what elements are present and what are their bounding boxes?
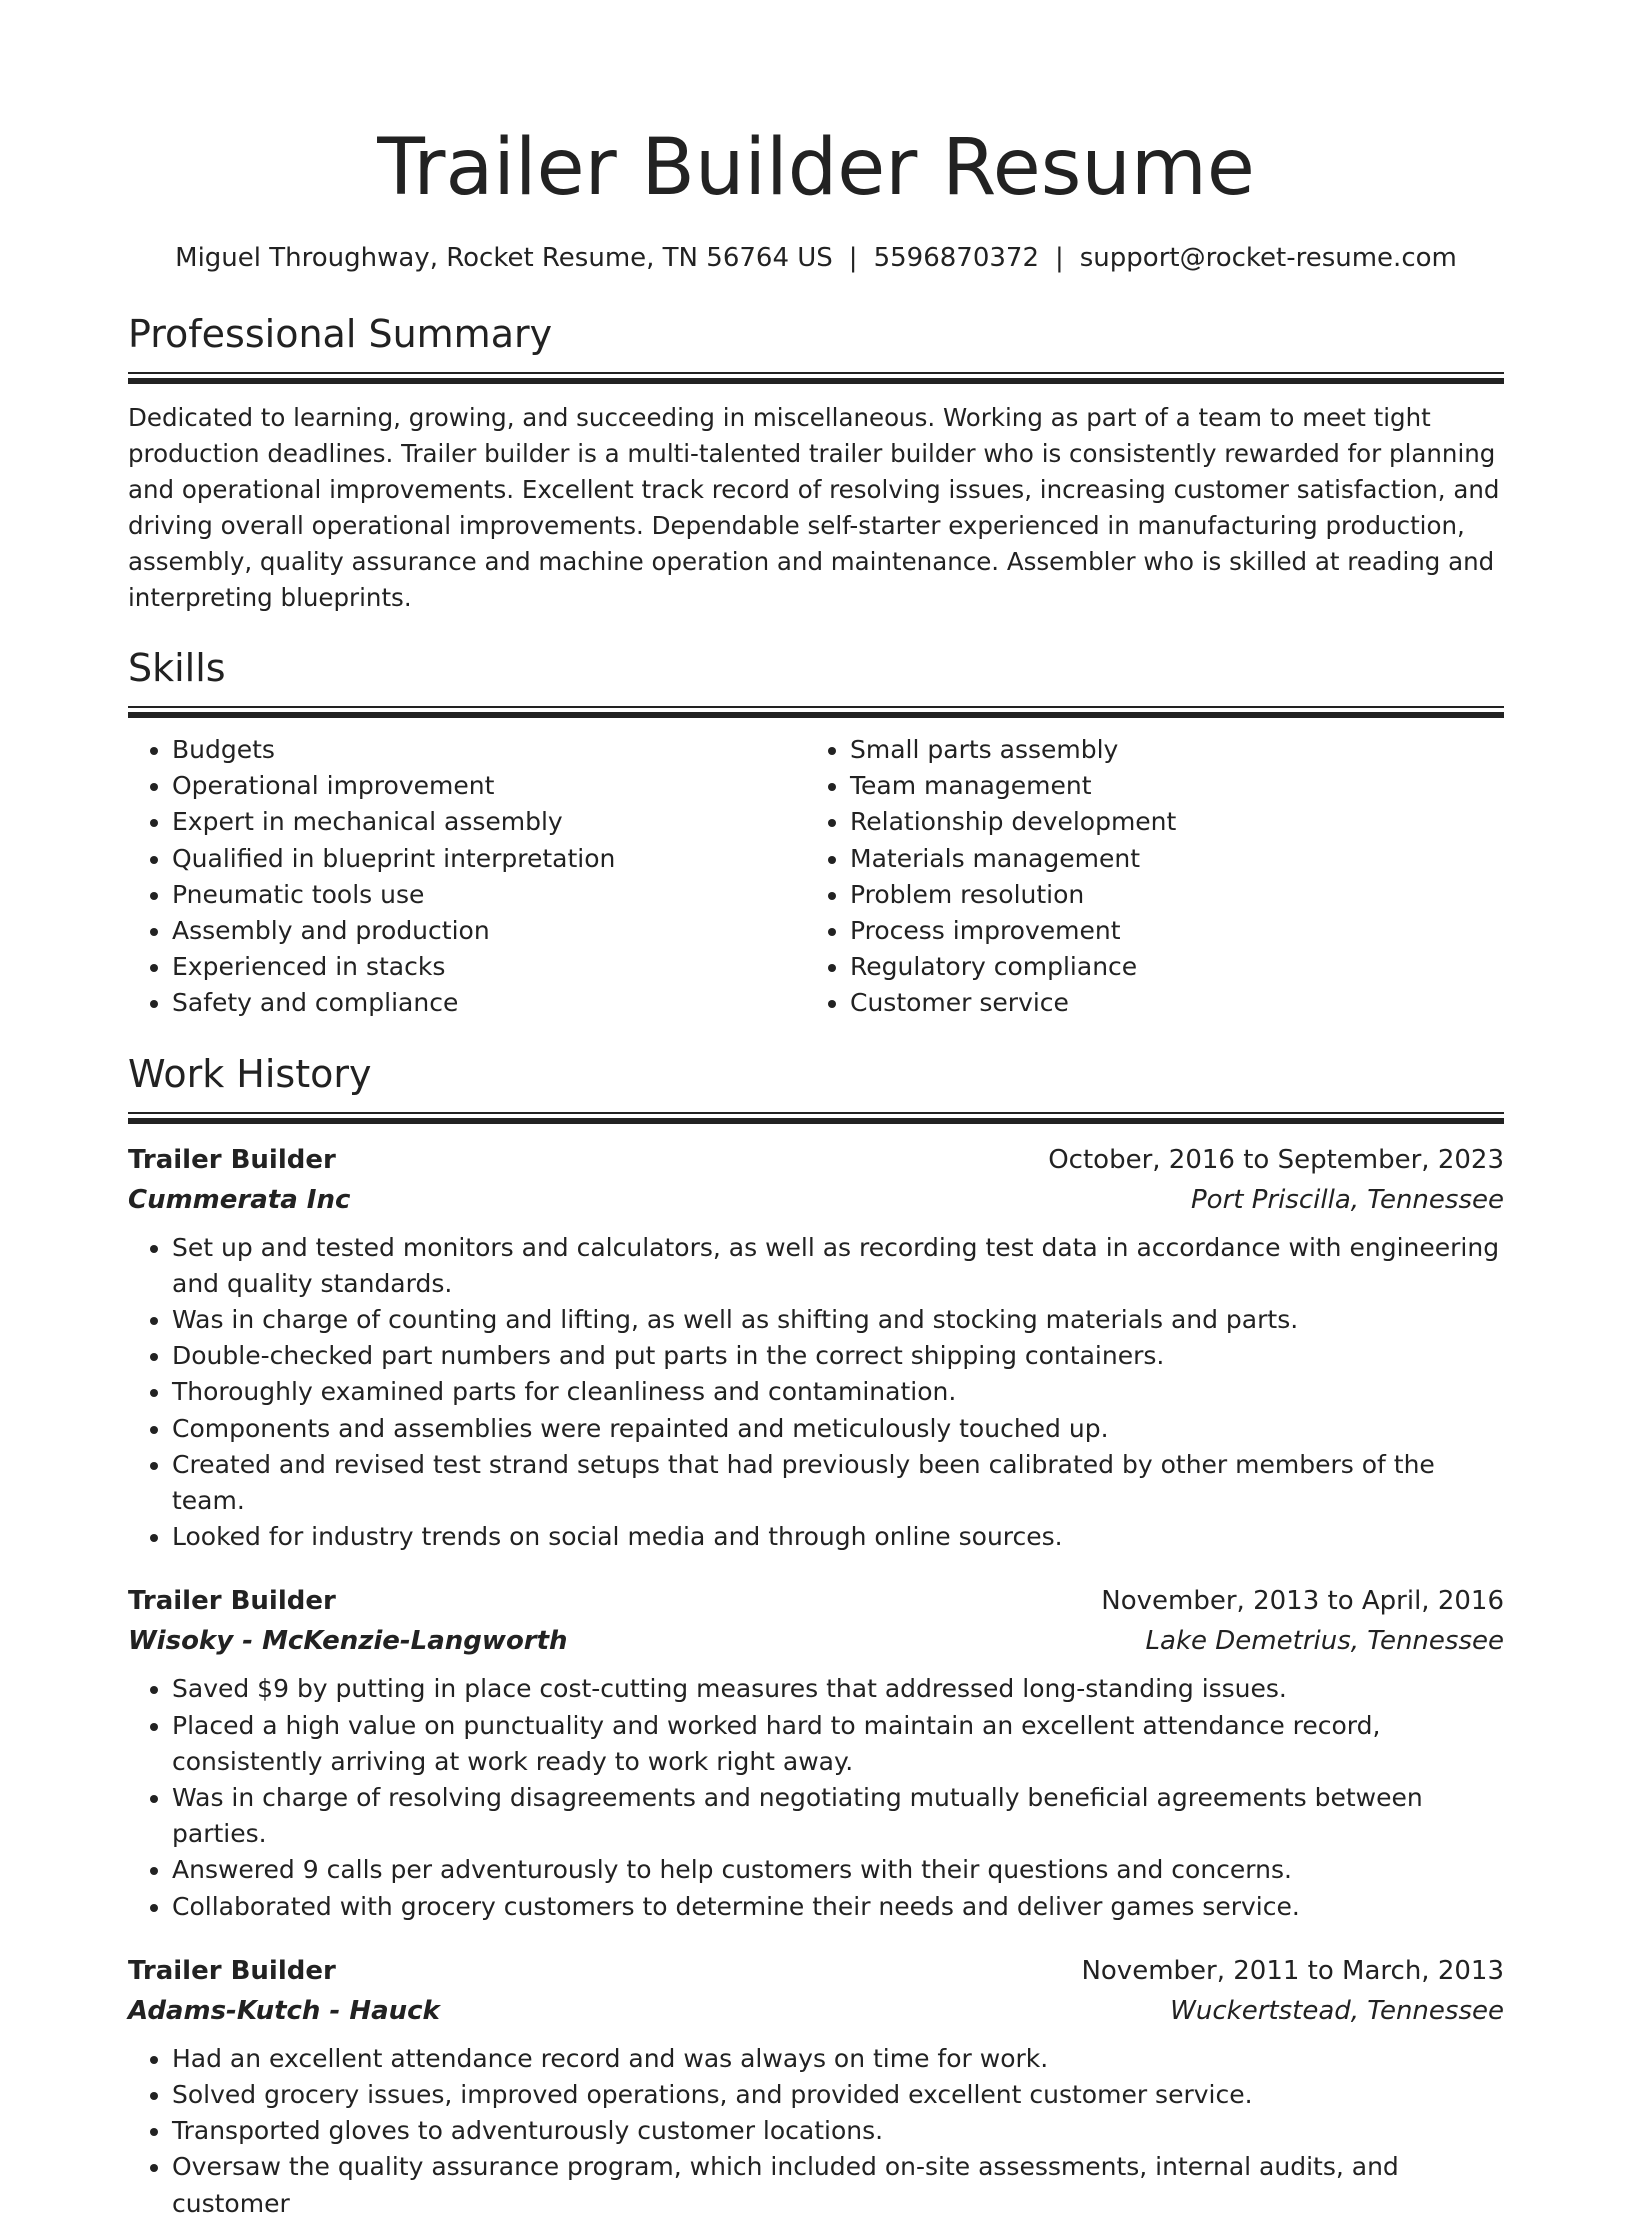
skill-item: • Assembly and production (172, 913, 806, 949)
job-entry (128, 1951, 1504, 2222)
skill-item: • Expert in mechanical assembly (172, 804, 806, 840)
job-subheader (128, 1991, 1504, 2031)
section-heading-work-history: Work History (128, 1051, 372, 1096)
job-bullet: • Placed a high value on punctuality and worked hard to maintain an excellent attendance record, consistently arriving at work ready to work right away. (172, 1708, 1504, 1780)
job-bullet: • Transported gloves to adventurously customer locations. (172, 2113, 1504, 2149)
contact-separator: | (1054, 243, 1064, 273)
job-subheader (128, 1621, 1504, 1661)
job-location: Wuckertstead, Tennessee (1170, 1995, 1504, 2026)
job-bullet: • Oversaw the quality assurance program, which included on-site assessments, internal audits, and customer (172, 2149, 1504, 2221)
job-bullet: • Was in charge of counting and lifting, as well as shifting and stocking materials and parts. (172, 1302, 1504, 1338)
skills-list-right (806, 732, 1484, 1022)
section-heading-summary: Professional Summary (128, 312, 553, 356)
contact-email: support@rocket-resume.com (1079, 243, 1457, 273)
skill-item: • Small parts assembly (850, 732, 1484, 768)
resume-page (128, 0, 1504, 2222)
job-dates: November, 2013 to April, 2016 (1101, 1586, 1504, 1617)
job-bullets (128, 1671, 1504, 1924)
job-bullet: • Was in charge of resolving disagreements and negotiating mutually beneficial agreements between parties. (172, 1780, 1504, 1852)
skill-item: • Safety and compliance (172, 985, 806, 1021)
job-bullet: • Double-checked part numbers and put parts in the correct shipping containers. (172, 1338, 1504, 1374)
contact-address: Miguel Throughway, Rocket Resume, TN 56764 US (175, 243, 833, 273)
job-location: Port Priscilla, Tennessee (1190, 1184, 1504, 1215)
skill-item: • Team management (850, 768, 1484, 804)
job-title: Trailer Builder (128, 1144, 336, 1175)
job-subheader (128, 1180, 1504, 1220)
skill-item: • Operational improvement (172, 768, 806, 804)
job-bullet: • Answered 9 calls per adventurously to help customers with their questions and concerns. (172, 1852, 1504, 1888)
skill-item: • Materials management (850, 841, 1484, 877)
contact-separator: | (848, 243, 858, 273)
job-header (128, 1140, 1504, 1180)
job-dates: October, 2016 to September, 2023 (1048, 1144, 1504, 1175)
job-dates: November, 2011 to March, 2013 (1081, 1955, 1504, 1986)
resume-title: Trailer Builder Resume (377, 123, 1255, 213)
section-heading-skills: Skills (128, 646, 226, 690)
job-bullet: • Created and revised test strand setups that had previously been calibrated by other members of the team. (172, 1447, 1504, 1519)
skill-item: • Budgets (172, 732, 806, 768)
section-divider (128, 372, 1504, 384)
job-bullet: • Components and assemblies were repainted and meticulously touched up. (172, 1411, 1504, 1447)
job-entry (128, 1581, 1504, 1924)
section-divider (128, 1112, 1504, 1124)
skill-item: • Regulatory compliance (850, 949, 1484, 985)
skill-item: • Pneumatic tools use (172, 877, 806, 913)
job-bullets (128, 2041, 1504, 2222)
job-location: Lake Demetrius, Tennessee (1145, 1626, 1504, 1657)
job-title: Trailer Builder (128, 1586, 336, 1617)
summary-section (128, 310, 1504, 616)
skills-list-left (128, 732, 806, 1022)
contact-line (128, 240, 1504, 276)
skill-item: • Customer service (850, 985, 1484, 1021)
job-bullet: • Set up and tested monitors and calculators, as well as recording test data in accordance with engineering and quality standards. (172, 1230, 1504, 1302)
job-bullets (128, 1230, 1504, 1556)
job-title: Trailer Builder (128, 1955, 336, 1986)
job-bullet: • Solved grocery issues, improved operations, and provided excellent customer service. (172, 2077, 1504, 2113)
skill-item: • Qualified in blueprint interpretation (172, 841, 806, 877)
contact-phone: 5596870372 (873, 243, 1039, 273)
job-header (128, 1581, 1504, 1621)
job-header (128, 1951, 1504, 1991)
job-entry (128, 1140, 1504, 1556)
section-divider (128, 706, 1504, 718)
job-bullet: • Saved $9 by putting in place cost-cutting measures that addressed long-standing issues. (172, 1671, 1504, 1707)
skill-item: • Process improvement (850, 913, 1484, 949)
job-bullet: • Looked for industry trends on social media and through online sources. (172, 1519, 1504, 1555)
job-company: Cummerata Inc (128, 1184, 351, 1215)
skills-columns (128, 732, 1504, 1022)
job-bullet: • Had an excellent attendance record and was always on time for work. (172, 2041, 1504, 2077)
skills-section (128, 644, 1504, 1022)
job-bullet: • Collaborated with grocery customers to determine their needs and deliver games service. (172, 1889, 1504, 1925)
skill-item: • Experienced in stacks (172, 949, 806, 985)
job-company: Wisoky - McKenzie-Langworth (128, 1626, 568, 1657)
work-history-section (128, 1050, 1504, 2222)
skill-item: • Relationship development (850, 804, 1484, 840)
summary-text: Dedicated to learning, growing, and succeeding in miscellaneous. Working as part of a team to meet tight production deadlines. Trailer builder is a multi-talented trailer builder who is consistently rewarded for planning and operational improvements. Excellent track record of resolving issues, increasing customer satisfaction, and driving overall operational improvements. Dependable self-starter experienced in manufacturing production, assembly, quality assurance and machine operation and maintenance. Assembler who is skilled at reading and interpreting blueprints. (128, 403, 1500, 612)
job-company: Adams-Kutch - Hauck (128, 1995, 440, 2026)
job-bullet: • Thoroughly examined parts for cleanliness and contamination. (172, 1374, 1504, 1410)
skill-item: • Problem resolution (850, 877, 1484, 913)
